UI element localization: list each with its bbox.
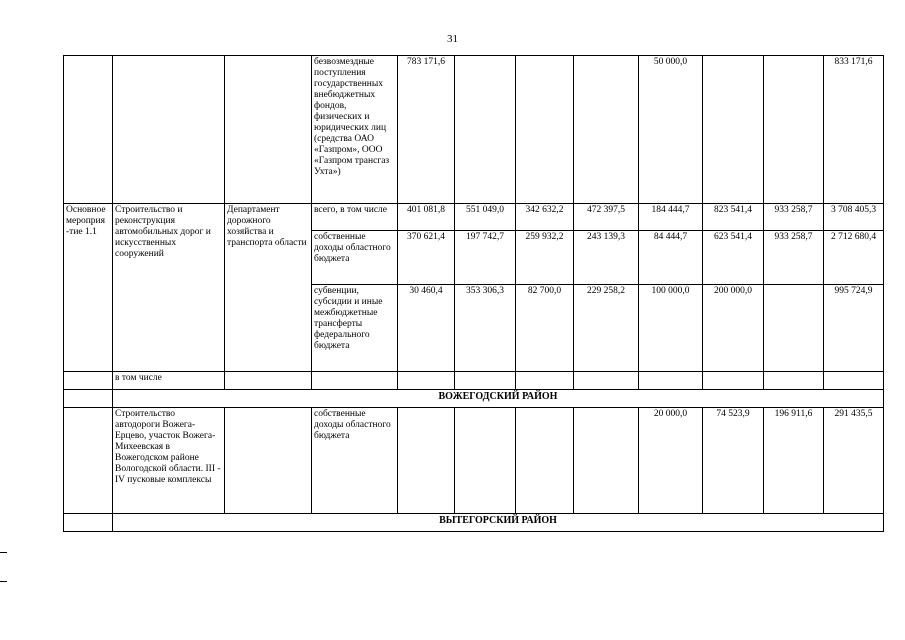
value-cell: 823 541,4 (703, 204, 764, 231)
funding-source-cell: безвозмездные поступления государственных внебюджетных фондов, физических и юридических лиц (средства ОАО «Газпром», ООО «Газпром трансгаз Ухта») (312, 56, 398, 204)
cell-empty (312, 372, 398, 390)
value-cell (703, 56, 764, 204)
cell-empty (64, 56, 113, 204)
value-cell: 100 000,0 (639, 285, 703, 372)
funding-source-cell: всего, в том числе (312, 204, 398, 231)
value-cell: 84 444,7 (639, 231, 703, 285)
value-cell: 82 700,0 (516, 285, 574, 372)
value-cell: 995 724,9 (824, 285, 884, 372)
cell-empty (764, 372, 824, 390)
value-cell: 2 712 680,4 (824, 231, 884, 285)
value-cell: 229 258,2 (574, 285, 639, 372)
value-cell: 200 000,0 (703, 285, 764, 372)
cell-empty (225, 372, 312, 390)
table-row-vozhega (64, 408, 884, 514)
value-cell: 353 306,3 (455, 285, 516, 372)
value-cell: 184 444,7 (639, 204, 703, 231)
cell-empty (398, 372, 455, 390)
measure-name-cell: Строительство и реконструкция автомобильных дорог и искусственных сооружений (113, 204, 225, 372)
cell-empty (824, 372, 884, 390)
value-cell: 243 139,3 (574, 231, 639, 285)
measure-label-cell: Основное мероприя -тие 1.1 (64, 204, 113, 372)
table-row-bezvozmezdnye (64, 56, 884, 204)
value-cell: 933 258,7 (764, 231, 824, 285)
cell-empty (64, 408, 113, 514)
budget-table (63, 55, 884, 532)
value-cell: 783 171,6 (398, 56, 455, 204)
cell-empty (516, 372, 574, 390)
value-cell: 20 000,0 (639, 408, 703, 514)
value-cell: 291 435,5 (824, 408, 884, 514)
cell-empty (64, 390, 113, 408)
cell-empty (455, 372, 516, 390)
value-cell: 196 911,6 (764, 408, 824, 514)
table-row-total (64, 204, 884, 231)
value-cell: 3 708 405,3 (824, 204, 884, 231)
cell-empty (64, 372, 113, 390)
value-cell: 933 258,7 (764, 204, 824, 231)
value-cell (516, 408, 574, 514)
value-cell: 74 523,9 (703, 408, 764, 514)
value-cell: 623 541,4 (703, 231, 764, 285)
value-cell (574, 56, 639, 204)
funding-source-cell: собственные доходы областного бюджета (312, 408, 398, 514)
project-name-cell: Строительство автодороги Вожега-Ерцево, участок Вожега-Михеевская в Вожегодском районе Вологодской области. III - IV пусковые комплексы (113, 408, 225, 514)
value-cell (398, 408, 455, 514)
value-cell: 833 171,6 (824, 56, 884, 204)
value-cell: 401 081,8 (398, 204, 455, 231)
value-cell: 370 621,4 (398, 231, 455, 285)
value-cell: 50 000,0 (639, 56, 703, 204)
cell-empty (64, 514, 113, 532)
value-cell (764, 56, 824, 204)
page-number: 31 (447, 33, 458, 45)
value-cell (574, 408, 639, 514)
value-cell: 259 932,2 (516, 231, 574, 285)
cell-empty (225, 408, 312, 514)
including-label: в том числе (113, 372, 225, 390)
cell-empty (225, 56, 312, 204)
executor-cell: Департамент дорожного хозяйства и транспорта области (225, 204, 312, 372)
value-cell: 197 742,7 (455, 231, 516, 285)
funding-source-cell: собственные доходы областного бюджета (312, 231, 398, 285)
district-heading: ВЫТЕГОРСКИЙ РАЙОН (113, 514, 884, 532)
value-cell: 551 049,0 (455, 204, 516, 231)
value-cell (764, 285, 824, 372)
value-cell (455, 56, 516, 204)
cell-empty (703, 372, 764, 390)
margin-mark (0, 581, 7, 582)
cell-empty (113, 56, 225, 204)
margin-mark (0, 552, 7, 553)
funding-source-cell: субвенции, субсидии и иные межбюджетные трансферты федерального бюджета (312, 285, 398, 372)
value-cell (455, 408, 516, 514)
table-row-section (64, 390, 884, 408)
value-cell: 30 460,4 (398, 285, 455, 372)
value-cell (516, 56, 574, 204)
value-cell: 342 632,2 (516, 204, 574, 231)
district-heading: ВОЖЕГОДСКИЙ РАЙОН (113, 390, 884, 408)
value-cell: 472 397,5 (574, 204, 639, 231)
cell-empty (574, 372, 639, 390)
cell-empty (639, 372, 703, 390)
table-row-section (64, 514, 884, 532)
table-row-including (64, 372, 884, 390)
